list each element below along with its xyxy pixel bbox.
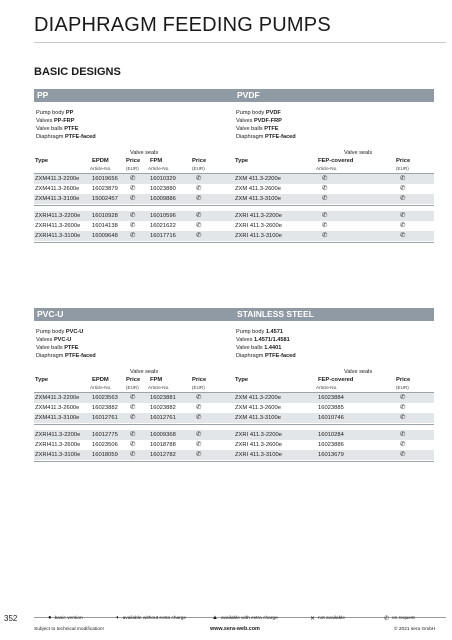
on-request-icon: ✆ — [130, 451, 136, 458]
on-request-icon: ✆ — [322, 212, 328, 219]
spec-value: PVC-U — [53, 337, 72, 343]
spec-label: Pump body — [36, 329, 65, 335]
article-number-cell: 16009368 — [150, 432, 176, 438]
column-subheader: (EUR) — [396, 166, 409, 171]
column-header: Price — [396, 158, 411, 164]
title-divider — [34, 42, 446, 43]
column-subheader: Article-No. — [90, 385, 112, 390]
legend-text: available with extra charge — [220, 615, 278, 621]
table-row — [234, 174, 434, 184]
spec-label: Diaphragm — [236, 353, 264, 359]
spec-value: PTFE-faced — [64, 134, 96, 140]
table-row — [34, 174, 234, 184]
article-number-cell: 16017716 — [150, 233, 176, 239]
on-request-icon: ✆ — [130, 175, 136, 182]
column-subheader: (EUR) — [126, 166, 139, 171]
on-request-icon: ✆ — [130, 222, 136, 229]
article-number-cell: 16013679 — [318, 452, 344, 458]
type-cell: ZXRI 411.3-2600e — [235, 442, 282, 448]
spec-label: Diaphragm — [36, 353, 64, 359]
article-number-cell: 16023506 — [92, 442, 118, 448]
article-number-cell: 16014138 — [92, 223, 118, 229]
half-circle-icon: ◐ — [116, 615, 120, 621]
article-number-cell: 16012782 — [150, 452, 176, 458]
article-number-cell: 16023882 — [92, 405, 118, 411]
table-row — [34, 184, 234, 194]
table-row — [234, 393, 434, 403]
spec-line — [36, 352, 234, 360]
article-number-cell: 16010928 — [92, 213, 118, 219]
column-header: EPDM — [92, 158, 109, 164]
legend-text: not available — [318, 616, 345, 621]
spec-value: 1.4571 — [265, 329, 283, 335]
type-cell: ZXRI 411.3-3100e — [235, 233, 282, 239]
type-cell: ZXRI 411.3-2600e — [235, 223, 282, 229]
spec-label: Valve balls — [236, 126, 263, 132]
material-spec — [234, 328, 434, 360]
column-header: Price — [126, 377, 141, 383]
table-row — [234, 440, 434, 450]
spec-line — [236, 125, 434, 133]
column-header: Price — [192, 158, 207, 164]
type-cell: ZXRI411.3-2600e — [35, 223, 81, 229]
on-request-icon: ✆ — [400, 441, 406, 448]
on-request-icon: ✆ — [130, 414, 136, 421]
spec-label: Valves — [236, 118, 253, 124]
valve-seals-label: Valve seals — [344, 150, 373, 156]
spec-label: Valves — [236, 337, 253, 343]
article-number-cell: 16023884 — [318, 395, 344, 401]
block-pp — [34, 89, 234, 239]
on-request-icon: ✆ — [400, 212, 406, 219]
article-number-cell: 16021622 — [150, 223, 176, 229]
column-header: Price — [396, 377, 411, 383]
on-request-icon: ✆ — [322, 185, 328, 192]
on-request-icon: ✆ — [400, 431, 406, 438]
block-header: PP — [34, 89, 234, 102]
type-cell: ZXRI411.3-2200e — [35, 432, 81, 438]
table-row — [234, 221, 434, 231]
on-request-icon: ✆ — [196, 404, 202, 411]
on-request-icon: ✆ — [196, 394, 202, 401]
column-subheader: (EUR) — [126, 385, 139, 390]
spec-value: PVC-U — [65, 329, 84, 335]
article-number-cell: 16010746 — [318, 415, 344, 421]
on-request-icon: ✆ — [322, 175, 328, 182]
section-title: BASIC DESIGNS — [34, 66, 121, 78]
on-request-icon: ✆ — [400, 195, 406, 202]
table-rule — [234, 461, 434, 462]
on-request-icon: ✆ — [400, 414, 406, 421]
table-rule — [234, 424, 434, 425]
table-rule — [34, 205, 234, 206]
table-row — [34, 393, 234, 403]
table-row — [34, 413, 234, 423]
column-header: FEP-covered — [318, 377, 354, 383]
on-request-icon: ✆ — [322, 222, 328, 229]
legend-text: available without extra charge — [122, 615, 187, 621]
column-subheader: (EUR) — [396, 385, 409, 390]
on-request-icon: ✆ — [130, 212, 136, 219]
block-header: PVDF — [234, 89, 434, 102]
article-number-cell: 16023880 — [150, 186, 176, 192]
table-row — [34, 231, 234, 241]
column-header: Type — [235, 377, 249, 383]
column-subheader: Article-No. — [316, 385, 338, 390]
legend-item — [48, 615, 83, 621]
legend-item — [384, 615, 415, 622]
column-header: Type — [235, 158, 249, 164]
type-cell: ZXRI411.3-2200e — [35, 213, 81, 219]
spec-value: PVDF — [265, 110, 281, 116]
valve-seals-label: Valve seals — [130, 369, 159, 375]
type-cell: ZXM 411.3-3100e — [235, 196, 281, 202]
article-number-cell: 16023879 — [92, 186, 118, 192]
article-number-cell: 16009648 — [92, 233, 118, 239]
type-cell: ZXRI 411.3-2200e — [235, 213, 282, 219]
table-row — [234, 231, 434, 241]
spec-value: PTFE-faced — [264, 353, 296, 359]
table-row — [234, 450, 434, 460]
legend-text: basic version — [54, 615, 83, 621]
spec-value: PVDF-FRP — [253, 118, 282, 124]
material-spec — [34, 328, 234, 360]
on-request-icon: ✆ — [196, 212, 202, 219]
material-spec — [234, 109, 434, 141]
table-rule — [34, 242, 234, 243]
on-request-icon: ✆ — [322, 232, 328, 239]
article-number-cell: 16010284 — [318, 432, 344, 438]
on-request-icon: ✆ — [196, 451, 202, 458]
article-number-cell: 16018788 — [150, 442, 176, 448]
table-row — [34, 403, 234, 413]
type-cell: ZXM411.3-2200e — [35, 176, 80, 182]
column-subheader: (EUR) — [192, 385, 205, 390]
on-request-icon: ✆ — [130, 404, 136, 411]
article-number-cell: 16023885 — [318, 405, 344, 411]
article-number-cell: 16009886 — [150, 196, 176, 202]
spec-line — [236, 344, 434, 352]
page-title: DIAPHRAGM FEEDING PUMPS — [34, 14, 331, 36]
article-number-cell: 16023563 — [92, 395, 118, 401]
type-cell: ZXM411.3-2600e — [35, 405, 80, 411]
table-row — [34, 440, 234, 450]
article-number-cell: 16010596 — [150, 213, 176, 219]
on-request-icon: ✆ — [400, 222, 406, 229]
phone-icon: ✆ — [384, 616, 390, 622]
on-request-icon: ✆ — [400, 175, 406, 182]
type-cell: ZXM411.3-2600e — [35, 186, 80, 192]
on-request-icon: ✆ — [196, 195, 202, 202]
column-subheader: Article-No. — [90, 166, 112, 171]
block-pvdf — [234, 89, 434, 239]
table-rule — [234, 242, 434, 243]
type-cell: ZXM 411.3-2200e — [235, 395, 281, 401]
on-request-icon: ✆ — [400, 394, 406, 401]
on-request-icon: ✆ — [196, 185, 202, 192]
spec-value: PP-FRP — [53, 118, 75, 124]
spec-line — [36, 117, 234, 125]
legend-item — [310, 615, 345, 622]
column-header: Price — [126, 158, 141, 164]
spec-value: PP — [65, 110, 74, 116]
type-cell: ZXRI411.3-3100e — [35, 233, 81, 239]
spec-label: Diaphragm — [236, 134, 264, 140]
spec-label: Diaphragm — [36, 134, 64, 140]
block-pvcu — [34, 308, 234, 458]
legend-item — [212, 615, 278, 621]
block-steel — [234, 308, 434, 458]
cross-icon: ✕ — [310, 616, 316, 622]
article-number-cell: 16023882 — [150, 405, 176, 411]
legend-text: on request — [392, 616, 415, 621]
article-number-cell: 15002457 — [92, 196, 118, 202]
type-cell: ZXRI 411.3-2200e — [235, 432, 282, 438]
spec-line — [236, 109, 434, 117]
column-header: Type — [35, 377, 49, 383]
block-header: PVC-U — [34, 308, 234, 321]
column-header: Price — [192, 377, 207, 383]
spec-line — [36, 133, 234, 141]
column-header: EPDM — [92, 377, 109, 383]
on-request-icon: ✆ — [196, 175, 202, 182]
on-request-icon: ✆ — [130, 441, 136, 448]
on-request-icon: ✆ — [322, 195, 328, 202]
footer-copyright: © 2021 sera GmbH — [394, 627, 436, 632]
column-header: FPM — [150, 377, 163, 383]
spec-line — [236, 328, 434, 336]
on-request-icon: ✆ — [196, 222, 202, 229]
table-row — [34, 211, 234, 221]
spec-value: PTFE — [64, 345, 79, 351]
spec-label: Valve balls — [36, 345, 63, 351]
table-rule — [234, 205, 434, 206]
table-row — [234, 194, 434, 204]
column-header: FEP-covered — [318, 158, 354, 164]
article-number-cell: 16023886 — [318, 442, 344, 448]
on-request-icon: ✆ — [130, 185, 136, 192]
on-request-icon: ✆ — [400, 185, 406, 192]
type-cell: ZXM411.3-3100e — [35, 196, 80, 202]
table-rule — [34, 424, 234, 425]
spec-value: 1.4571/1.4581 — [253, 337, 290, 343]
filled-circle-icon: ● — [48, 615, 52, 621]
spec-label: Pump body — [236, 110, 265, 116]
table-row — [234, 211, 434, 221]
type-cell: ZXM 411.3-3100e — [235, 415, 281, 421]
article-number-cell: 16010329 — [150, 176, 176, 182]
table-row — [34, 430, 234, 440]
spec-line — [236, 336, 434, 344]
column-header: FPM — [150, 158, 163, 164]
on-request-icon: ✆ — [130, 195, 136, 202]
table-rule — [34, 461, 234, 462]
block-header: STAINLESS STEEL — [234, 308, 434, 321]
table-row — [234, 430, 434, 440]
on-request-icon: ✆ — [196, 414, 202, 421]
spec-line — [36, 344, 234, 352]
valve-seals-label: Valve seals — [130, 150, 159, 156]
article-number-cell: 16012761 — [92, 415, 118, 421]
spec-line — [36, 125, 234, 133]
spec-label: Valve balls — [36, 126, 63, 132]
on-request-icon: ✆ — [400, 404, 406, 411]
table-row — [34, 194, 234, 204]
column-subheader: (EUR) — [192, 166, 205, 171]
table-row — [34, 221, 234, 231]
spec-line — [36, 336, 234, 344]
type-cell: ZXRI411.3-3100e — [35, 452, 81, 458]
spec-value: PTFE — [264, 126, 279, 132]
article-number-cell: 16012775 — [92, 432, 118, 438]
column-subheader: Article-No. — [148, 166, 170, 171]
spec-line — [236, 117, 434, 125]
spec-label: Valves — [36, 118, 53, 124]
table-row — [234, 403, 434, 413]
table-row — [234, 413, 434, 423]
page-number: 352 — [4, 614, 18, 623]
article-number-cell: 16023881 — [150, 395, 176, 401]
spec-value: PTFE — [64, 126, 79, 132]
on-request-icon: ✆ — [130, 431, 136, 438]
spec-value: 1.4401 — [264, 345, 282, 351]
column-header: Type — [35, 158, 49, 164]
on-request-icon: ✆ — [400, 451, 406, 458]
valve-seals-label: Valve seals — [344, 369, 373, 375]
on-request-icon: ✆ — [400, 232, 406, 239]
spec-line — [236, 352, 434, 360]
type-cell: ZXM 411.3-2600e — [235, 186, 281, 192]
footer-url[interactable]: www.sera-web.com — [210, 626, 260, 632]
spec-line — [36, 109, 234, 117]
on-request-icon: ✆ — [130, 394, 136, 401]
type-cell: ZXM 411.3-2200e — [235, 176, 281, 182]
type-cell: ZXM 411.3-2600e — [235, 405, 281, 411]
on-request-icon: ✆ — [196, 232, 202, 239]
spec-line — [236, 133, 434, 141]
spec-label: Pump body — [36, 110, 65, 116]
on-request-icon: ✆ — [196, 441, 202, 448]
spec-value: PTFE-faced — [64, 353, 96, 359]
spec-label: Pump body — [236, 329, 265, 335]
spec-label: Valves — [36, 337, 53, 343]
triangle-icon: ▲ — [212, 615, 218, 621]
legend-item — [116, 615, 186, 621]
material-spec — [34, 109, 234, 141]
spec-label: Valve balls — [236, 345, 263, 351]
on-request-icon: ✆ — [130, 232, 136, 239]
table-row — [234, 184, 434, 194]
column-subheader: Article-No. — [148, 385, 170, 390]
type-cell: ZXM411.3-3100e — [35, 415, 80, 421]
spec-value: PTFE-faced — [264, 134, 296, 140]
type-cell: ZXRI411.3-2600e — [35, 442, 81, 448]
article-number-cell: 16012761 — [150, 415, 176, 421]
spec-line — [36, 328, 234, 336]
table-row — [34, 450, 234, 460]
column-subheader: Article-No. — [316, 166, 338, 171]
article-number-cell: 16019656 — [92, 176, 118, 182]
article-number-cell: 16018059 — [92, 452, 118, 458]
footer-disclaimer: Subject to technical modification! — [34, 627, 104, 632]
on-request-icon: ✆ — [196, 431, 202, 438]
type-cell: ZXRI 411.3-3100e — [235, 452, 282, 458]
type-cell: ZXM411.3-2200e — [35, 395, 80, 401]
